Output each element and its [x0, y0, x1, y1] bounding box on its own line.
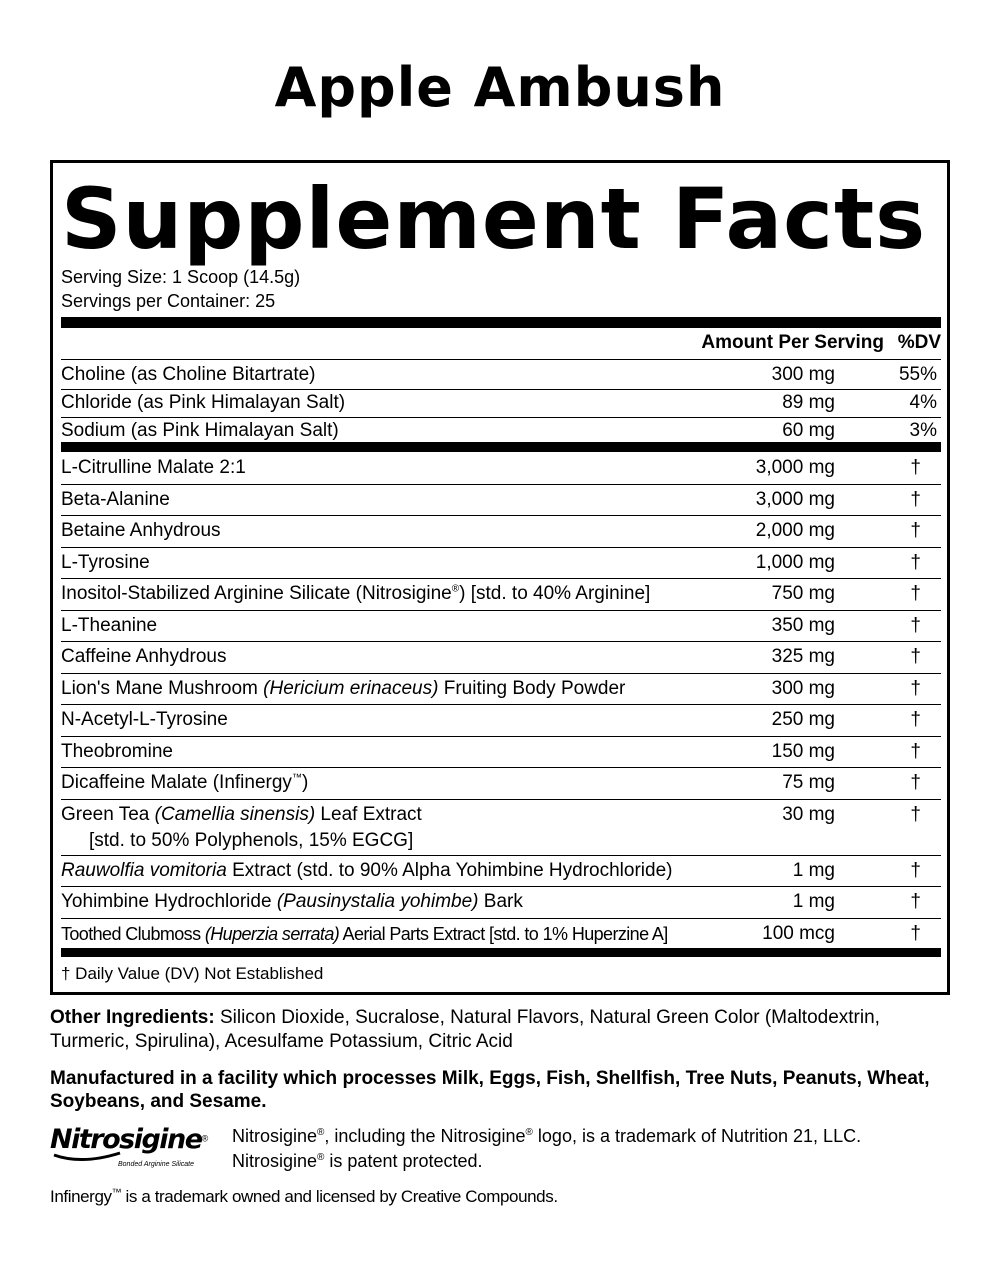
nutrient-name: Betaine Anhydrous [61, 520, 221, 541]
logo-tagline: Bonded Arginine Silicate [118, 1161, 195, 1168]
dv-header: %DV [897, 332, 941, 353]
nutrient-name: Choline (as Choline Bitartrate) [61, 364, 316, 385]
other-ingredients [50, 1006, 950, 1054]
nutrient-amount: 1 mg [792, 891, 835, 912]
nutrient-dv: † [910, 740, 921, 762]
nutrient-dv: † [910, 891, 921, 912]
divider-thick [61, 442, 941, 452]
panel-title: Supplement Facts [61, 170, 927, 268]
nutrient-amount: 30 mg [782, 803, 835, 825]
divider-thin [61, 578, 941, 579]
product-name: Apple Ambush [274, 56, 726, 119]
nutrient-name-part: ) [301, 772, 309, 793]
nutrient-name [61, 858, 672, 884]
nutrient-dv: † [910, 677, 921, 699]
dv-footnote: † Daily Value (DV) Not Established [61, 964, 324, 983]
nutrient-dv: † [910, 457, 921, 478]
nutrient-name [61, 676, 625, 702]
nutrient-name-part: Extract (std. to 90% Alpha Yohimbine Hydrochloride) [226, 859, 673, 881]
nutrient-dv: † [910, 614, 921, 636]
nutrient-dv: † [910, 803, 921, 825]
divider-thin [61, 704, 941, 705]
registered-mark: ® [451, 583, 460, 595]
nutrient-name [61, 921, 668, 947]
nutrient-dv: † [910, 646, 921, 667]
nutrient-name-part: Green Tea [61, 803, 155, 825]
nutrient-dv: † [910, 551, 921, 573]
nutrient-dv: † [910, 520, 921, 541]
nutrient-name-part: Inositol-Stabilized Arginine Silicate (Nitrosigine [61, 583, 452, 604]
nitrosigine-trademark-note: Nitrosigine®, including the Nitrosigine® logo, is a trademark of Nutrition 21, LLC. Nitrosigine® is patent protected. [232, 1126, 862, 1171]
allergen-statement: Manufactured in a facility which processes Milk, Eggs, Fish, Shellfish, Tree Nuts, Peanuts, Wheat, Soybeans, and Sesame. [50, 1068, 930, 1112]
logo-reg-mark: ® [201, 1133, 209, 1144]
nutrient-amount: 325 mg [771, 646, 835, 667]
divider-thin [61, 547, 941, 548]
logo-wordmark: Nitrosigine [50, 1124, 202, 1155]
nutrient-name-part: Lion's Mane Mushroom [61, 677, 264, 699]
nutrient-amount: 750 mg [771, 583, 835, 604]
nutrient-amount: 250 mg [771, 709, 835, 730]
divider-thick [61, 948, 941, 957]
nutrient-amount: 2,000 mg [755, 520, 835, 541]
nutrient-name: Beta-Alanine [61, 488, 170, 510]
nutrient-amount: 89 mg [782, 392, 835, 413]
nutrient-amount: 300 mg [771, 677, 835, 699]
nutrient-name [61, 770, 308, 796]
nutrient-name: Chloride (as Pink Himalayan Salt) [61, 392, 346, 413]
nutrient-name-part: Aerial Parts Extract [std. to 1% Huperzine A] [339, 923, 668, 944]
divider-thin [61, 484, 941, 485]
nutrient-dv: 55% [898, 364, 937, 385]
nutrient-dv: 3% [909, 420, 937, 441]
nutrient-amount: 350 mg [771, 614, 835, 636]
nutrient-amount: 1 mg [792, 859, 835, 881]
nutrient-dv: † [910, 922, 921, 944]
nitrosigine-logo [50, 1124, 220, 1174]
nutrient-name: Caffeine Anhydrous [61, 646, 227, 667]
servings-per-container: Servings per Container: 25 [61, 291, 276, 311]
nutrient-name [61, 802, 422, 828]
divider-thin [61, 359, 941, 360]
nutrient-amount: 150 mg [771, 740, 835, 762]
nutrient-dv: † [910, 709, 921, 730]
nutrient-amount: 3,000 mg [755, 488, 835, 510]
supplement-facts-panel [50, 160, 950, 995]
nutrient-name [61, 889, 523, 915]
nutrient-botanical: (Hericium erinaceus) [263, 677, 439, 699]
nutrient-dv: † [910, 488, 921, 510]
divider-thin [61, 641, 941, 642]
nutrient-name [61, 581, 650, 607]
nutrient-name: L-Tyrosine [61, 551, 150, 573]
nutrient-name-part: Yohimbine Hydrochloride [61, 891, 277, 912]
nutrient-name-part: Fruiting Body Powder [438, 677, 626, 699]
nutrient-botanical: (Camellia sinensis) [154, 803, 316, 825]
nutrient-botanical: (Huperzia serrata) [204, 923, 340, 944]
nutrient-botanical: (Pausinystalia yohimbe) [276, 891, 479, 912]
nutrient-dv: † [910, 772, 921, 793]
serving-size: Serving Size: 1 Scoop (14.5g) [61, 267, 301, 287]
nutrient-name: L-Theanine [61, 614, 158, 636]
divider-thin [61, 673, 941, 674]
divider-thin [61, 515, 941, 516]
divider-thin [61, 855, 941, 856]
nutrient-name-part: Dicaffeine Malate (Infinergy [61, 772, 292, 793]
divider-thin [61, 767, 941, 768]
nutrient-dv: 4% [909, 392, 937, 413]
nutrient-name: N-Acetyl-L-Tyrosine [61, 709, 228, 730]
divider-thin [61, 918, 941, 919]
divider-thin [61, 610, 941, 611]
nutrient-dv: † [910, 859, 921, 881]
infinergy-trademark-note: Infinergy™ is a trademark owned and licensed by Creative Compounds. [50, 1187, 558, 1206]
nutrient-standardization: [std. to 50% Polyphenols, 15% EGCG] [89, 829, 414, 851]
nutrient-amount: 1,000 mg [755, 551, 835, 573]
nutrient-name-part: ) [std. to 40% Arginine] [459, 583, 651, 604]
nutrient-dv: † [910, 583, 921, 604]
divider-thin [61, 799, 941, 800]
nutrient-name-part: Leaf Extract [315, 803, 422, 825]
amount-header: Amount Per Serving [701, 332, 884, 353]
logo-swoosh-icon [52, 1151, 122, 1165]
other-ingredients-label: Other Ingredients: [50, 1007, 215, 1028]
nutrient-botanical: Rauwolfia vomitoria [61, 859, 227, 881]
nutrient-name: L-Citrulline Malate 2:1 [61, 457, 246, 478]
column-header [61, 329, 941, 357]
divider-thin [61, 886, 941, 887]
nutrient-name-part: Toothed Clubmoss [61, 923, 205, 944]
nutrient-name-part: Bark [478, 891, 523, 912]
divider-thick [61, 317, 941, 328]
nutrient-name: Sodium (as Pink Himalayan Salt) [61, 420, 339, 441]
nutrient-amount: 60 mg [782, 420, 835, 441]
nutrient-amount: 3,000 mg [755, 457, 835, 478]
nutrient-name: Theobromine [61, 740, 173, 762]
other-ingredients-text: Silicon Dioxide, Sucralose, Natural Flavors, Natural Green Color (Maltodextrin, Turmeric, Spirulina), Acesulfame Potassium, Citric Acid [50, 1007, 880, 1052]
nutrient-amount: 100 mcg [762, 922, 835, 944]
divider-thin [61, 736, 941, 737]
nutrient-amount: 75 mg [782, 772, 835, 793]
trademark-mark: ™ [291, 772, 302, 784]
nutrient-amount: 300 mg [771, 364, 835, 385]
